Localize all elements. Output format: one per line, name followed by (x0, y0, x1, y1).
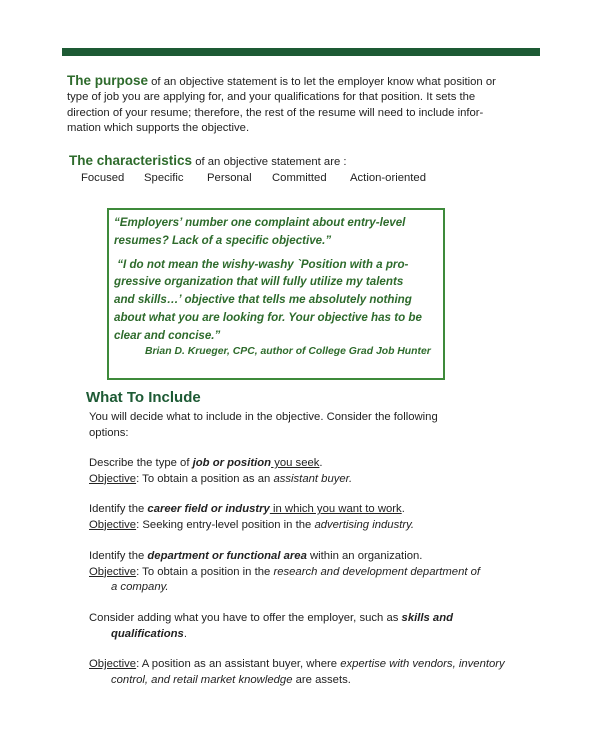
purpose-paragraph (67, 73, 527, 137)
section-title: What To Include (86, 389, 201, 406)
characteristics-heading (69, 153, 347, 168)
characteristics-rest: of an objective statement are : (192, 156, 347, 168)
objective-label: Objective (89, 518, 137, 531)
purpose-line-2: type of job you are applying for, and your qualifications for that position. It sets the (67, 91, 476, 104)
quote-text (114, 214, 444, 345)
quote-line: “Employers’ number one complaint about entry-level (114, 216, 406, 229)
purpose-line-3: direction of your resume; therefore, the rest of the resume will need to include infor- (67, 106, 484, 119)
include-intro: You will decide what to include in the objective. Consider the following options: (89, 411, 438, 439)
header-rule (62, 48, 540, 56)
example-career-field: Identify the career field or industry in which you want to work. Objective: Seeking entry-level position in the advertising industry. (89, 503, 415, 531)
example-assets: Objective: A position as an assistant buyer, where expertise with vendors, inventory control, and retail market knowledge are assets. (89, 658, 505, 686)
trait-item: Committed (272, 172, 327, 184)
trait-item: Personal (207, 172, 252, 184)
quote-line: resumes? Lack of a specific objective.” (114, 233, 332, 247)
characteristics-list (81, 172, 426, 184)
purpose-line-4: mation which supports the objective. (67, 122, 250, 135)
quote-box (107, 208, 445, 380)
objective-label: Objective (89, 565, 137, 578)
example-job-position: Describe the type of job or position you seek. Objective: To obtain a position as an assistant buyer. (89, 457, 353, 485)
example-department: Identify the department or functional area within an organization. Objective: To obtain a position in the research and development department of a company. (89, 550, 481, 594)
quote-line: and skills…’ objective that tells me absolutely nothing (114, 293, 412, 307)
purpose-lead: The purpose (67, 73, 149, 88)
quote-line: gressive organization that will fully utilize my talents (114, 275, 404, 289)
quote-line: clear and concise.” (114, 328, 221, 342)
quote-line: “I do not mean the wishy-washy `Position with a pro- (117, 257, 409, 271)
example-skills: Consider adding what you have to offer the employer, such as skills and qualifications. (89, 612, 454, 640)
quote-line: about what you are looking for. Your objective has to be (114, 310, 422, 324)
objective-label: Objective (89, 658, 137, 670)
objective-label: Objective (89, 472, 137, 485)
trait-item: Action-oriented (350, 172, 426, 184)
characteristics-lead: The characteristics (69, 153, 193, 168)
trait-item: Specific (144, 172, 184, 184)
trait-item: Focused (81, 172, 125, 184)
quote-author: Brian D. Krueger, CPC, author of College Grad Job Hunter (145, 346, 431, 357)
purpose-line-1: of an objective statement is to let the employer know what position or (148, 76, 496, 88)
